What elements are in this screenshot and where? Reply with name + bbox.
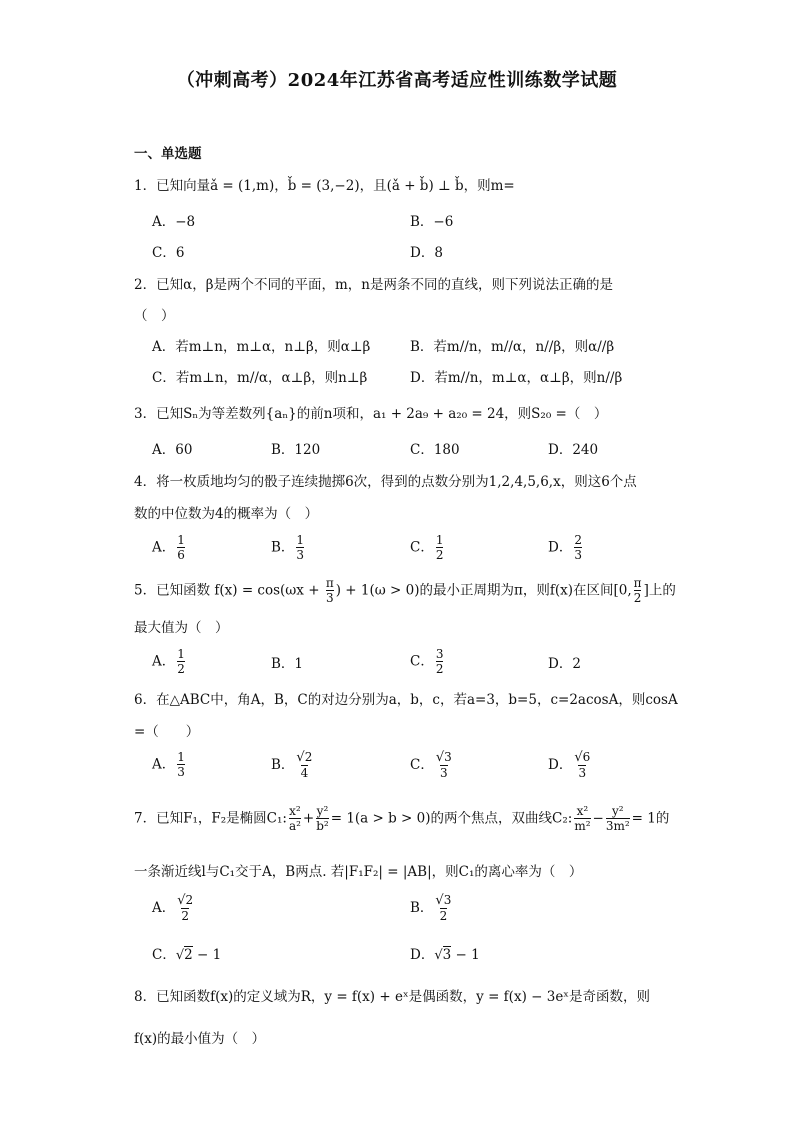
page-title: （冲刺高考）2024年江苏省高考适应性训练数学试题 <box>176 70 618 91</box>
q1-option-a: A．−8 <box>152 214 196 230</box>
q1-option-c: C．6 <box>152 245 185 261</box>
q5-option-d: D．2 <box>548 656 581 672</box>
q2-stem: 2．已知α，β是两个不同的平面，m，n是两条不同的直线，则下列说法正确的是 <box>134 277 614 293</box>
sqrt-symbol: √ <box>435 750 445 765</box>
q3-option-b: B．120 <box>271 442 321 458</box>
q2-option-c: C．若m⊥n，m//α，α⊥β，则n⊥β <box>152 370 368 386</box>
q7-option-b: B． $\frac{√3}{2}$ <box>410 893 452 924</box>
q6-stem-cont: =（ ） <box>134 724 200 740</box>
sqrt-symbol: √ <box>296 750 305 765</box>
q1-stem: 1．已知向量ǎ = (1,m)，b̌ = (3,−2)，且(ǎ + b̌) ⊥ b̌，则m= <box>134 178 515 194</box>
sqrt-symbol: √ <box>574 750 583 765</box>
q3-option-d: D．240 <box>548 442 599 458</box>
q5-option-a: A． $\frac{1}{2}$ <box>152 647 185 677</box>
q3-stem: 3．已知Sₙ为等差数列{aₙ}的前n项和，a₁ + 2a₉ + a₂₀ = 24，则S₂₀ =（ ） <box>134 406 608 422</box>
q2-option-b: B．若m//n，m//α，n//β，则α//β <box>410 339 615 355</box>
q6-option-d: D． $\frac{√6}{3}$ <box>548 750 591 781</box>
sqrt-symbol: √ <box>434 948 443 963</box>
sqrt-symbol: √ <box>175 948 185 963</box>
q7-stem: 7．已知F₁，F₂是椭圆C₁: $\frac{\text{x²}}{\text{a²}}$ + $\frac{\text{y²}}{\text{b²}}$ = 1(a > b > 0)的两个焦点，双曲线C₂: $\frac{\text{x²}}{\text{m²}}$ − $\frac{\text{y²}}{\text{3m²}}$ = 1的 <box>134 804 670 834</box>
q7-option-c: C．√2 − 1 <box>152 947 222 963</box>
q1-option-d: D．8 <box>410 245 443 261</box>
q6-option-c: C． $\frac{√3}{3}$ <box>410 750 452 781</box>
q4-option-d: D． $\frac{2}{3}$ <box>548 533 582 563</box>
section-heading: 一、单选题 <box>134 146 202 162</box>
q6-option-a: A． $\frac{1}{3}$ <box>152 750 185 780</box>
q1-option-b: B．−6 <box>410 214 454 230</box>
q8-stem-cont: f(x)的最小值为（ ） <box>134 1031 266 1047</box>
q3-option-a: A．60 <box>152 442 193 458</box>
sqrt-symbol: √ <box>177 893 186 908</box>
q4-option-a: A． $\frac{1}{6}$ <box>152 533 185 563</box>
q2-stem-cont: （ ） <box>134 308 175 324</box>
q4-stem-cont: 数的中位数为4的概率为（ ） <box>134 506 319 522</box>
q5-stem: 5．已知函数 f(x) = cos(ωx + $\frac{\pi}{3}$ ) + 1(ω > 0)的最小正周期为π，则f(x)在区间[0, $\frac{\pi}{2}$ ]上的 <box>134 576 676 606</box>
q4-option-c: C． $\frac{1}{2}$ <box>410 533 444 563</box>
q7-option-a: A． $\frac{√2}{2}$ <box>152 893 194 924</box>
q5-stem-cont: 最大值为（ ） <box>134 620 229 636</box>
q5-option-c: C． $\frac{3}{2}$ <box>410 647 444 677</box>
q7-option-d: D．√3 − 1 <box>410 947 480 963</box>
q2-option-d: D．若m//n，m⊥α，α⊥β，则n//β <box>410 370 623 386</box>
q8-stem: 8．已知函数f(x)的定义域为R，y = f(x) + eˣ是偶函数，y = f(x) − 3eˣ是奇函数，则 <box>134 989 651 1005</box>
sqrt-symbol: √ <box>435 893 444 908</box>
q7-stem-cont: 一条渐近线l与C₁交于A，B两点. 若|F₁F₂| = |AB|，则C₁的离心率为（ ） <box>134 864 583 880</box>
q2-option-a: A．若m⊥n，m⊥α，n⊥β，则α⊥β <box>152 339 371 355</box>
q5-option-b: B．1 <box>271 656 304 672</box>
q3-option-c: C．180 <box>410 442 460 458</box>
q4-stem: 4．将一枚质地均匀的骰子连续抛掷6次，得到的点数分别为1,2,4,5,6,x，则这6个点 <box>134 474 637 490</box>
q6-option-b: B． $\frac{√2}{4}$ <box>271 750 313 781</box>
q4-option-b: B． $\frac{1}{3}$ <box>271 533 305 563</box>
q6-stem: 6．在△ABC中，角A，B，C的对边分别为a，b，c，若a=3，b=5，c=2acosA，则cosA <box>134 692 678 708</box>
